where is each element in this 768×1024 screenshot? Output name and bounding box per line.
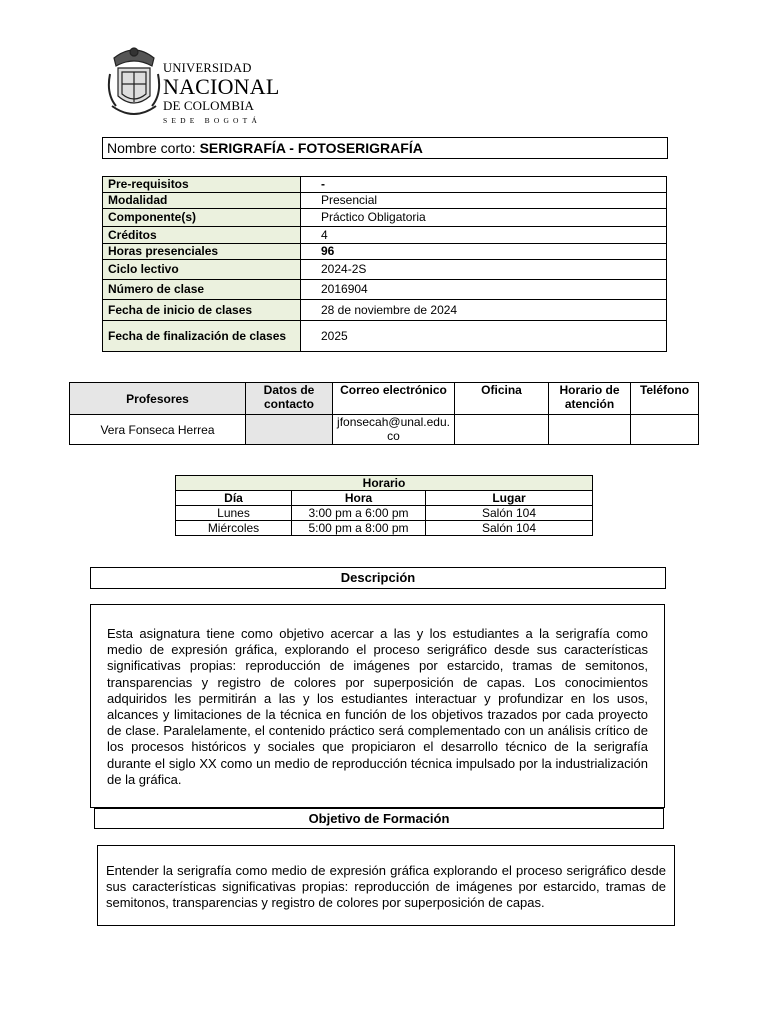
schedule-header-row — [176, 491, 593, 506]
schedule-place: Salón 104 — [426, 521, 593, 536]
description-text: Esta asignatura tiene como objetivo acercar a las y los estudiantes a la serigrafía como medio de expresión gráfica, explorando el proceso serigráfico desde sus características significativas propias: reproducción de imágenes por estarcido, tramas de semitonos, transparencias y registro de colores por superposición de capas. Los conocimientos adquiridos les permitirán a las y los estudiantes interactuar y profundizar en los usos, alcances y limitaciones de la técnica en función de los objetivos trazados por cada proyecto de clase. Paralelamente, el contenido práctico será complementado con un análisis crítico de los procesos históricos y sociales que propiciaron el desarrollo técnico de la serigrafía durante el siglo XX como un medio de reproducción técnica impulsado por la industrialización de la gráfica. — [107, 626, 648, 787]
info-value: 2025 — [301, 321, 667, 352]
info-key: Fecha de inicio de clases — [103, 300, 301, 321]
info-key: Créditos — [103, 227, 301, 244]
professors-table — [69, 382, 699, 445]
short-name-value: SERIGRAFÍA - FOTOSERIGRAFÍA — [199, 140, 423, 156]
info-value: 2016904 — [301, 280, 667, 300]
schedule-day: Lunes — [176, 506, 292, 521]
info-value: 28 de noviembre de 2024 — [301, 300, 667, 321]
short-name-label: Nombre corto: — [107, 140, 196, 156]
description-heading: Descripción — [90, 567, 666, 589]
info-key: Pre-requisitos — [103, 177, 301, 193]
logo-line-3: DE COLOMBIA — [163, 97, 255, 113]
col-header-correo: Correo electrónico — [333, 383, 455, 415]
professors-header-row — [70, 383, 699, 415]
info-key: Número de clase — [103, 280, 301, 300]
logo-line-1: UNIVERSIDAD — [163, 61, 252, 75]
logo-line-4: SEDE BOGOTÁ — [163, 115, 262, 125]
col-header-hora: Hora — [292, 491, 426, 506]
professor-phone — [631, 415, 699, 445]
info-value: Presencial — [301, 193, 667, 209]
schedule-table — [175, 475, 593, 536]
col-header-profesores: Profesores — [70, 383, 246, 415]
schedule-title: Horario — [176, 476, 593, 491]
info-key: Fecha de finalización de clases — [103, 321, 301, 352]
info-key: Ciclo lectivo — [103, 260, 301, 280]
info-row — [103, 209, 667, 227]
col-header-horario: Horario de atención — [549, 383, 631, 415]
schedule-time: 5:00 pm a 8:00 pm — [292, 521, 426, 536]
info-row — [103, 227, 667, 244]
professor-email: jfonsecah@unal.edu.co — [333, 415, 455, 445]
short-name-box — [102, 137, 668, 159]
info-value: 2024-2S — [301, 260, 667, 280]
coat-of-arms-icon — [106, 44, 162, 122]
col-header-oficina: Oficina — [455, 383, 549, 415]
table-row — [176, 521, 593, 536]
logo-line-2: NACIONAL — [163, 73, 280, 99]
objective-box — [97, 845, 675, 926]
objective-heading: Objetivo de Formación — [94, 808, 664, 829]
info-row — [103, 244, 667, 260]
info-row — [103, 280, 667, 300]
table-row — [176, 506, 593, 521]
description-box — [90, 604, 665, 808]
info-value: Práctico Obligatoria — [301, 209, 667, 227]
info-key: Componente(s) — [103, 209, 301, 227]
info-row — [103, 177, 667, 193]
professor-hours — [549, 415, 631, 445]
info-row — [103, 300, 667, 321]
info-value: 96 — [301, 244, 667, 260]
col-header-datos: Datos de contacto — [246, 383, 333, 415]
professor-name: Vera Fonseca Herrea — [70, 415, 246, 445]
info-key: Modalidad — [103, 193, 301, 209]
col-header-lugar: Lugar — [426, 491, 593, 506]
col-header-dia: Día — [176, 491, 292, 506]
professor-office — [455, 415, 549, 445]
objective-text: Entender la serigrafía como medio de expresión gráfica explorando el proceso serigráfico desde sus características significativas propias: reproducción de imágenes por estarcido, tramas de semitonos, transparencias y registro de colores por superposición de capas. — [106, 863, 666, 911]
info-value: - — [301, 177, 667, 193]
info-key: Horas presenciales — [103, 244, 301, 260]
info-value: 4 — [301, 227, 667, 244]
schedule-day: Miércoles — [176, 521, 292, 536]
university-name — [163, 62, 279, 124]
info-row — [103, 321, 667, 352]
contact-cell — [246, 415, 333, 445]
info-row — [103, 193, 667, 209]
table-row — [70, 415, 699, 445]
info-row — [103, 260, 667, 280]
schedule-place: Salón 104 — [426, 506, 593, 521]
schedule-time: 3:00 pm a 6:00 pm — [292, 506, 426, 521]
col-header-telefono: Teléfono — [631, 383, 699, 415]
schedule-title-row — [176, 476, 593, 491]
course-info-table — [102, 176, 667, 352]
